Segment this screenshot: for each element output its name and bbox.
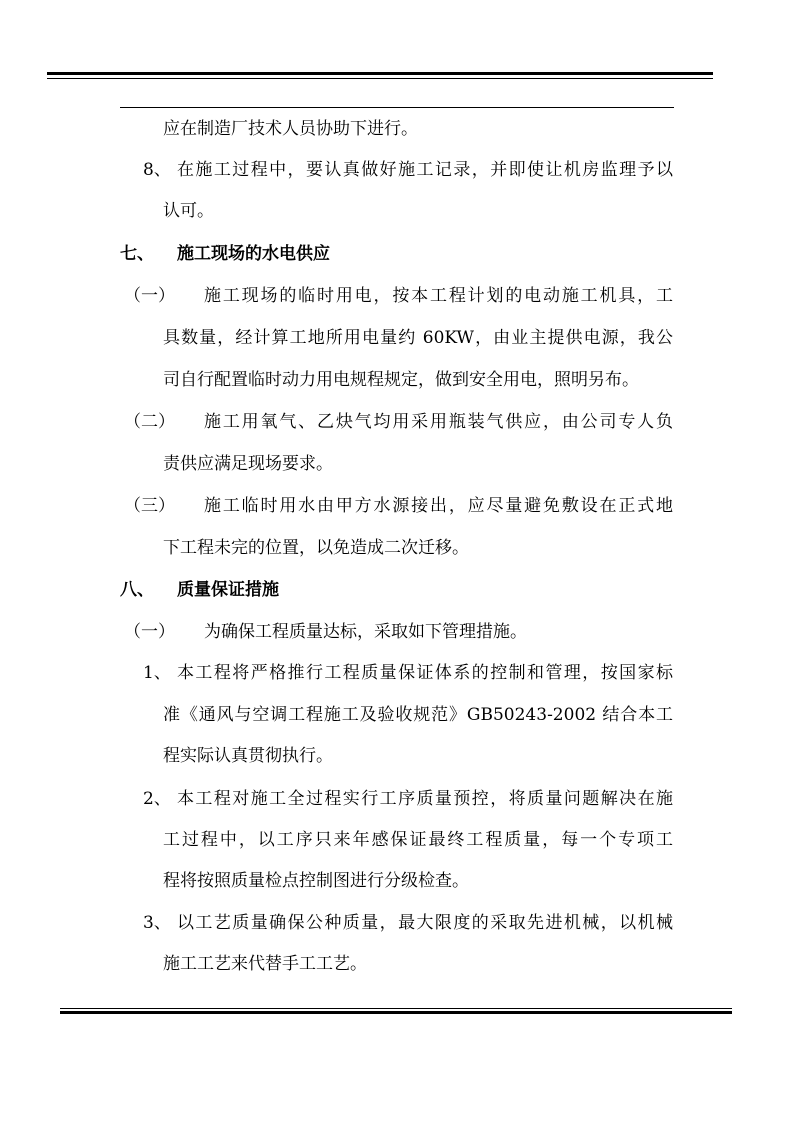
paragraph-line: 认可。 — [163, 201, 214, 221]
item-number: （二） — [124, 412, 175, 432]
text-top-rule — [120, 107, 674, 108]
paragraph-line: 施工工艺来代替手工工艺。 — [163, 954, 367, 974]
paragraph-line: 在施工过程中，要认真做好施工记录，并即使让机房监理予以 — [177, 160, 673, 180]
paragraph-line: 本工程将严格推行工程质量保证体系的控制和管理，按国家标 — [177, 663, 673, 683]
item-number: 8、 — [143, 160, 171, 180]
paragraph-line: 下工程未完的位置，以免造成二次迁移。 — [163, 538, 469, 558]
paragraph-line: 施工现场的临时用电，按本工程计划的电动施工机具，工 — [204, 286, 673, 306]
paragraph-line: 本工程对施工全过程实行工序质量预控，将质量问题解决在施 — [177, 789, 673, 809]
section-heading: 施工现场的水电供应 — [177, 244, 330, 264]
section-heading: 质量保证措施 — [177, 580, 279, 600]
item-number: 2、 — [143, 789, 171, 809]
item-number: （三） — [124, 496, 175, 516]
paragraph-line: 为确保工程质量达标，采取如下管理措施。 — [204, 622, 527, 642]
section-number: 八、 — [120, 580, 154, 600]
paragraph-line: 程将按照质量检点控制图进行分级检查。 — [163, 871, 469, 891]
paragraph-line: 施工用氧气、乙炔气均用采用瓶装气供应，由公司专人负 — [204, 412, 673, 432]
footer-rule-thin — [60, 1008, 732, 1009]
header-rule-thin — [47, 78, 713, 79]
item-number: 1、 — [143, 663, 171, 683]
paragraph-line: 责供应满足现场要求。 — [163, 454, 333, 474]
header-rule-thick — [47, 72, 713, 75]
footer-rule-thick — [60, 1011, 732, 1014]
paragraph-line: 程实际认真贯彻执行。 — [163, 746, 333, 766]
paragraph-line: 施工临时用水由甲方水源接出，应尽量避免敷设在正式地 — [204, 496, 673, 516]
section-number: 七、 — [120, 244, 154, 264]
paragraph-line: 以工艺质量确保公种质量，最大限度的采取先进机械，以机械 — [177, 913, 673, 933]
item-number: 3、 — [143, 913, 171, 933]
paragraph-line: 具数量，经计算工地所用电量约 60KW，由业主提供电源，我公 — [163, 328, 673, 348]
item-number: （一） — [124, 622, 175, 642]
paragraph-line: 应在制造厂技术人员协助下进行。 — [163, 119, 418, 139]
paragraph-line: 准《通风与空调工程施工及验收规范》GB50243-2002 结合本工 — [163, 705, 673, 725]
item-number: （一） — [124, 286, 175, 306]
paragraph-line: 工过程中，以工序只来年感保证最终工程质量，每一个专项工 — [163, 830, 673, 850]
paragraph-line: 司自行配置临时动力用电规程规定，做到安全用电，照明另布。 — [163, 370, 639, 390]
